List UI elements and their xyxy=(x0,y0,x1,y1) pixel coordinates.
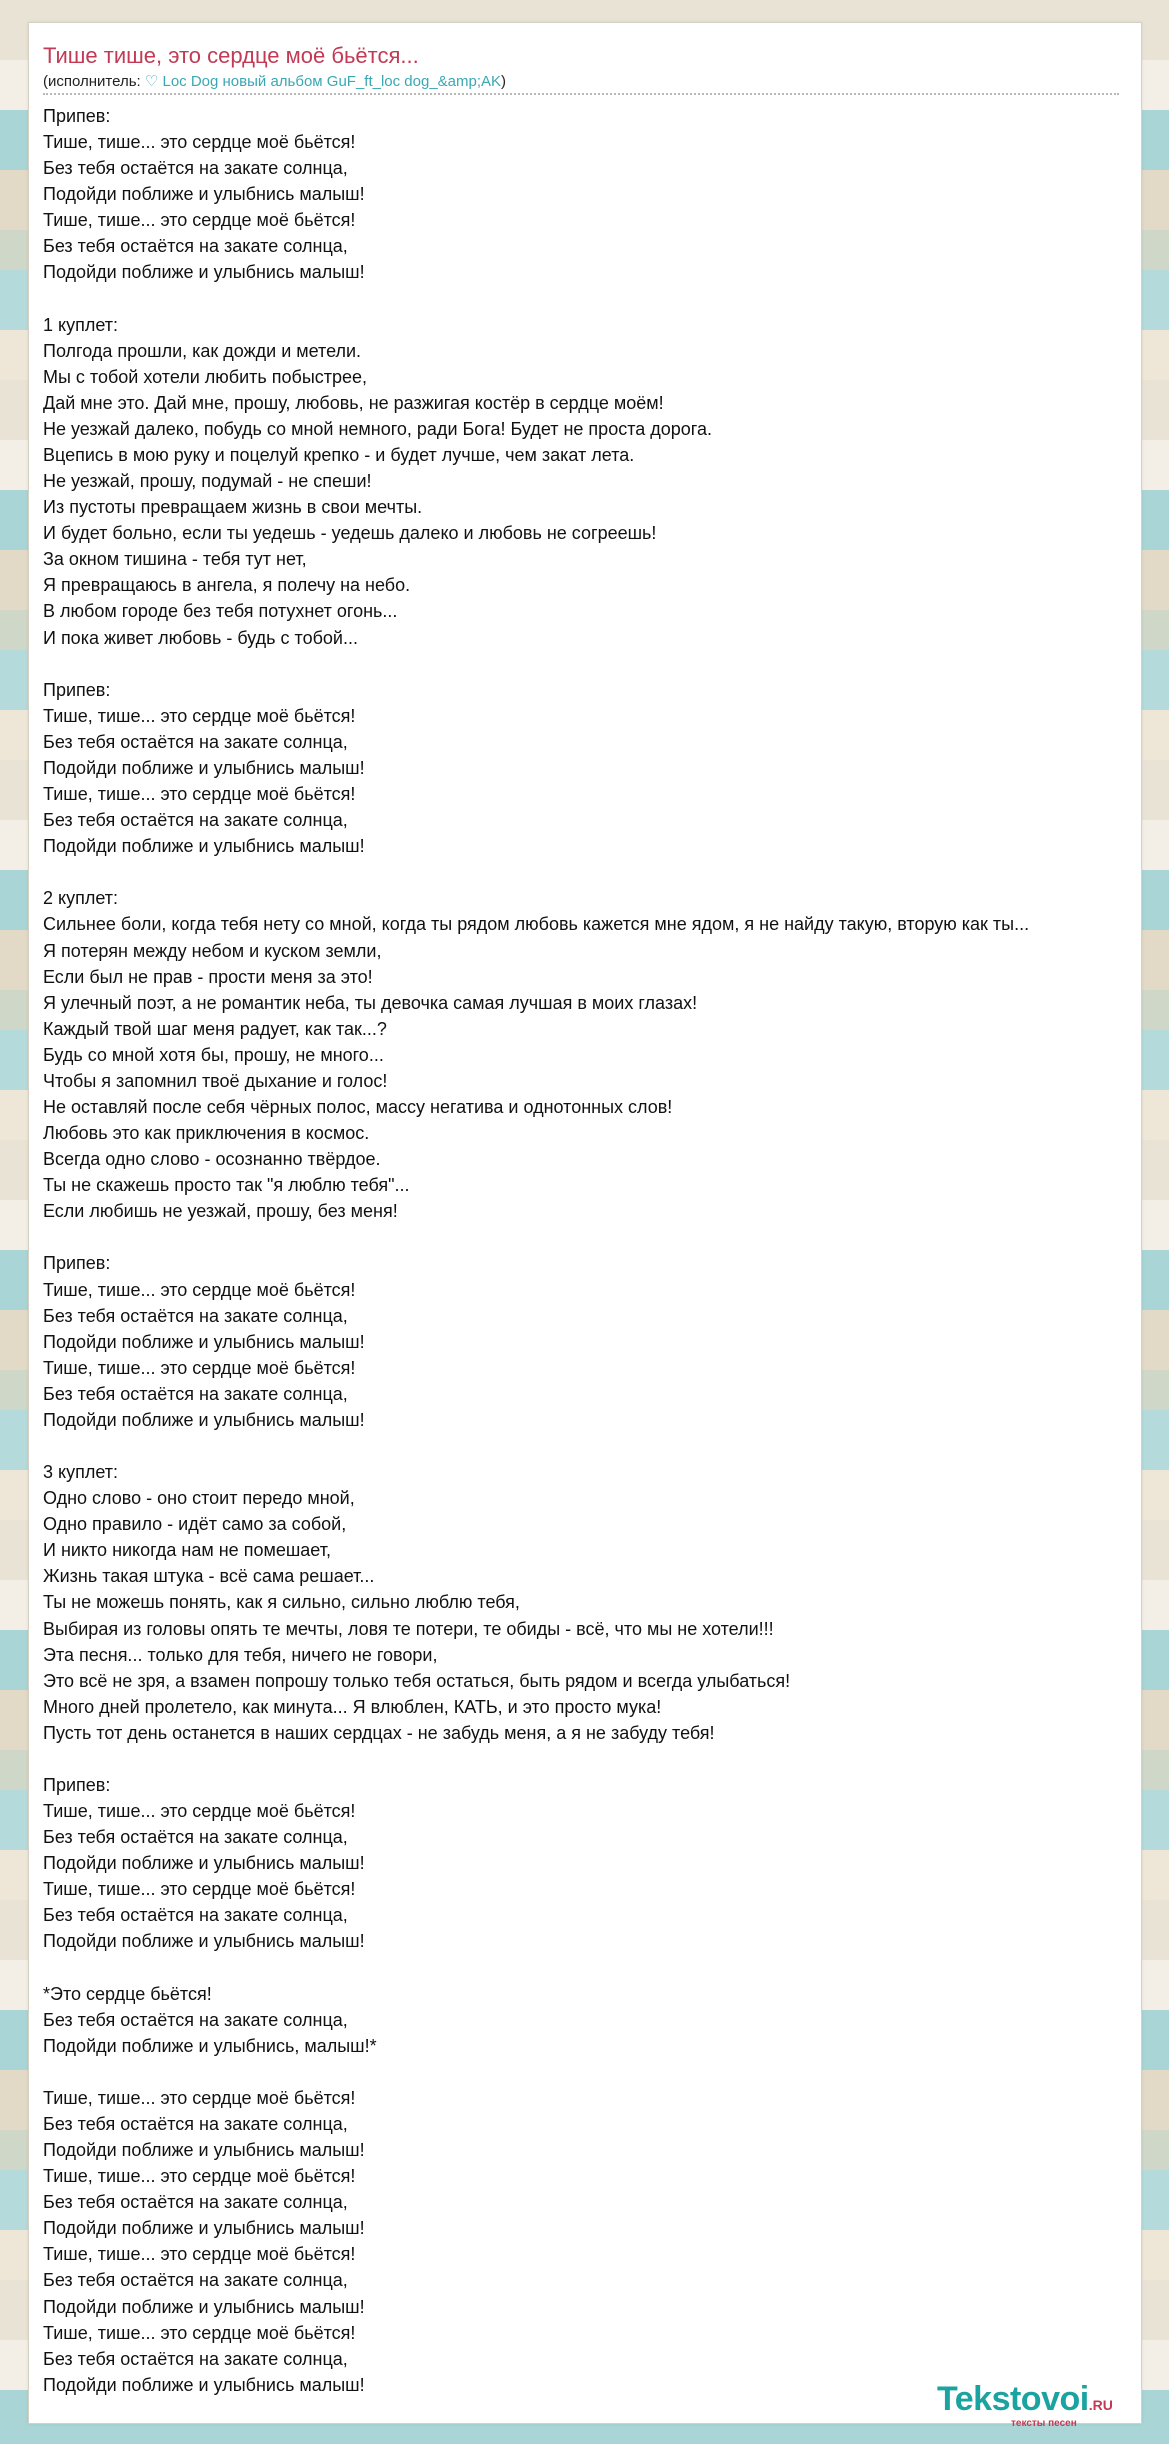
lyric-line: *Это сердце бьётся! xyxy=(43,1983,212,2004)
lyric-line: Будь со мной хотя бы, прошу, не много... xyxy=(43,1044,384,1065)
lyric-line: Тише, тише... это сердце моё бьётся! xyxy=(43,705,356,726)
lyric-line: Подойди поближе и улыбнись малыш! xyxy=(43,1853,365,1874)
lyric-line: Подойди поближе и улыбнись малыш! xyxy=(43,1409,365,1430)
lyric-line: Из пустоты превращаем жизнь в свои мечты. xyxy=(43,497,423,518)
lyric-line: Без тебя остаётся на закате солнца, xyxy=(43,2348,348,2369)
lyric-line: Припев: xyxy=(43,679,111,700)
performer-line xyxy=(43,72,506,90)
logo-main-text: Tekstovoi xyxy=(937,2380,1089,2418)
lyric-line: Мы с тобой хотели любить побыстрее, xyxy=(43,366,368,387)
lyric-line: Тише, тише... это сердце моё бьётся! xyxy=(43,2166,356,2187)
lyric-line: Не уезжай, прошу, подумай - не спеши! xyxy=(43,471,372,492)
lyric-line: Без тебя остаётся на закате солнца, xyxy=(43,731,348,752)
lyric-line: 3 куплет: xyxy=(43,1462,118,1483)
lyric-line xyxy=(43,1955,1123,1981)
lyric-line: И будет больно, если ты уедешь - уедешь далеко и любовь не согреешь! xyxy=(43,523,657,544)
lyrics-text xyxy=(43,103,1123,2398)
lyric-line: Без тебя остаётся на закате солнца, xyxy=(43,236,348,257)
lyric-line: Без тебя остаётся на закате солнца, xyxy=(43,810,348,831)
lyric-line: Подойди поближе и улыбнись малыш! xyxy=(43,262,365,283)
lyric-line: Без тебя остаётся на закате солнца, xyxy=(43,1905,348,1926)
site-logo[interactable] xyxy=(937,2380,1113,2429)
lyric-line: Подойди поближе и улыбнись малыш! xyxy=(43,1931,365,1952)
lyric-line: Я потерян между небом и куском земли, xyxy=(43,940,382,961)
lyric-line: Любовь это как приключения в космос. xyxy=(43,1123,370,1144)
logo-subtitle: тексты песен xyxy=(1011,2418,1077,2429)
lyric-line: Дай мне это. Дай мне, прошу, любовь, не разжигая костёр в сердце моём! xyxy=(43,392,664,413)
lyric-line: Тише, тише... это сердце моё бьётся! xyxy=(43,2322,356,2343)
lyric-line xyxy=(43,286,1123,312)
lyric-line: Без тебя остаётся на закате солнца, xyxy=(43,2009,348,2030)
lyric-line: Припев: xyxy=(43,1775,111,1795)
lyric-line: И пока живет любовь - будь с тобой... xyxy=(43,627,358,648)
lyric-line: Подойди поближе и улыбнись малыш! xyxy=(43,184,365,205)
performer-link[interactable]: ♡ Loc Dog новый альбом GuF_ft_loc dog_&amp;AK xyxy=(144,73,502,90)
lyric-line: Сильнее боли, когда тебя нету со мной, когда ты рядом любовь кажется мне ядом, я не найду такую, вторую как ты... xyxy=(43,914,1030,935)
lyric-line: Подойди поближе и улыбнись малыш! xyxy=(43,2296,365,2317)
lyric-line: Я превращаюсь в ангела, я полечу на небо. xyxy=(43,575,411,596)
lyric-line: Без тебя остаётся на закате солнца, xyxy=(43,2114,348,2135)
logo-tld: .RU xyxy=(1088,2397,1113,2413)
lyric-line xyxy=(43,651,1123,677)
lyric-line: Всегда одно слово - осознанно твёрдое. xyxy=(43,1149,381,1170)
page-title: Тише тише, это сердце моё бьётся... xyxy=(43,43,419,68)
lyric-line: Подойди поближе и улыбнись малыш! xyxy=(43,2374,365,2395)
lyric-line: Эта песня... только для тебя, ничего не говори, xyxy=(43,1644,438,1665)
lyric-line: Подойди поближе и улыбнись малыш! xyxy=(43,2218,365,2239)
lyric-line: Полгода прошли, как дожди и метели. xyxy=(43,340,362,361)
lyric-line: Тише, тише... это сердце моё бьётся! xyxy=(43,2244,356,2265)
lyric-line: Припев: xyxy=(43,106,111,126)
lyric-line: Вцепись в мою руку и поцелуй крепко - и будет лучше, чем закат лета. xyxy=(43,445,635,466)
lyric-line: Ты не скажешь просто так "я люблю тебя"... xyxy=(43,1175,410,1196)
lyric-line: Одно слово - оно стоит передо мной, xyxy=(43,1488,355,1509)
lyric-line: 2 куплет: xyxy=(43,888,118,909)
lyric-line: Если был не прав - прости меня за это! xyxy=(43,966,373,987)
lyric-line: Каждый твой шаг меня радует, как так...? xyxy=(43,1018,387,1039)
lyric-line: Подойди поближе и улыбнись малыш! xyxy=(43,2140,365,2161)
lyric-line: Тише, тише... это сердце моё бьётся! xyxy=(43,1279,356,1300)
lyric-line: Одно правило - идёт само за собой, xyxy=(43,1514,347,1535)
lyric-line: Без тебя остаётся на закате солнца, xyxy=(43,2192,348,2213)
lyric-line: Много дней пролетело, как минута... Я влюблен, КАТЬ, и это просто мука! xyxy=(43,1696,662,1717)
lyric-line: Тише, тише... это сердце моё бьётся! xyxy=(43,210,356,231)
lyric-line: Тише, тише... это сердце моё бьётся! xyxy=(43,784,356,805)
lyric-line xyxy=(43,2059,1123,2085)
lyric-line: И никто никогда нам не помешает, xyxy=(43,1540,331,1561)
lyric-line: Не оставляй после себя чёрных полос, массу негатива и однотонных слов! xyxy=(43,1096,673,1117)
lyric-line: Без тебя остаётся на закате солнца, xyxy=(43,158,348,179)
title-divider xyxy=(43,93,1119,95)
lyric-line: Тише, тише... это сердце моё бьётся! xyxy=(43,2087,356,2108)
lyric-line: Если любишь не уезжай, прошу, без меня! xyxy=(43,1201,398,1222)
lyric-line: Без тебя остаётся на закате солнца, xyxy=(43,1305,348,1326)
lyric-line: Подойди поближе и улыбнись, малыш!* xyxy=(43,2035,377,2056)
lyric-line: Припев: xyxy=(43,1253,111,1274)
lyric-line: За окном тишина - тебя тут нет, xyxy=(43,549,307,570)
lyric-line: Я улечный поэт, а не романтик неба, ты девочка самая лучшая в моих глазах! xyxy=(43,992,698,1013)
lyric-line: Без тебя остаётся на закате солнца, xyxy=(43,1383,348,1404)
lyric-line: 1 куплет: xyxy=(43,314,118,335)
lyric-line: Не уезжай далеко, побудь со мной немного, ради Бога! Будет не проста дорога. xyxy=(43,418,712,439)
lyrics-card xyxy=(28,22,1142,2424)
lyric-line: Тише, тише... это сердце моё бьётся! xyxy=(43,132,356,153)
lyric-line: Подойди поближе и улыбнись малыш! xyxy=(43,757,365,778)
lyric-line: Чтобы я запомнил твоё дыхание и голос! xyxy=(43,1070,388,1091)
lyric-line: Это всё не зря, а взамен попрошу только тебя остаться, быть рядом и всегда улыбаться! xyxy=(43,1670,791,1691)
lyric-line: Без тебя остаётся на закате солнца, xyxy=(43,1827,348,1848)
lyric-line xyxy=(43,1433,1123,1459)
performer-prefix: (исполнитель: xyxy=(43,73,145,90)
lyric-line: Подойди поближе и улыбнись малыш! xyxy=(43,836,365,857)
lyric-line: Тише, тише... это сердце моё бьётся! xyxy=(43,1357,356,1378)
lyric-line xyxy=(43,859,1123,885)
lyric-line xyxy=(43,1224,1123,1250)
lyric-line: Тише, тише... это сердце моё бьётся! xyxy=(43,1801,356,1822)
performer-suffix: ) xyxy=(501,73,507,90)
lyric-line: В любом городе без тебя потухнет огонь... xyxy=(43,601,398,622)
lyric-line: Подойди поближе и улыбнись малыш! xyxy=(43,1331,365,1352)
lyric-line: Выбирая из головы опять те мечты, ловя те потери, те обиды - всё, что мы не хотели!!! xyxy=(43,1618,774,1639)
lyric-line xyxy=(43,1746,1123,1772)
lyric-line: Без тебя остаётся на закате солнца, xyxy=(43,2270,348,2291)
lyric-line: Ты не можешь понять, как я сильно, сильно люблю тебя, xyxy=(43,1592,520,1613)
lyric-line: Тише, тише... это сердце моё бьётся! xyxy=(43,1879,356,1900)
lyric-line: Пусть тот день останется в наших сердцах - не забудь меня, а я не забуду тебя! xyxy=(43,1722,715,1743)
lyric-line: Жизнь такая штука - всё сама решает... xyxy=(43,1566,375,1587)
